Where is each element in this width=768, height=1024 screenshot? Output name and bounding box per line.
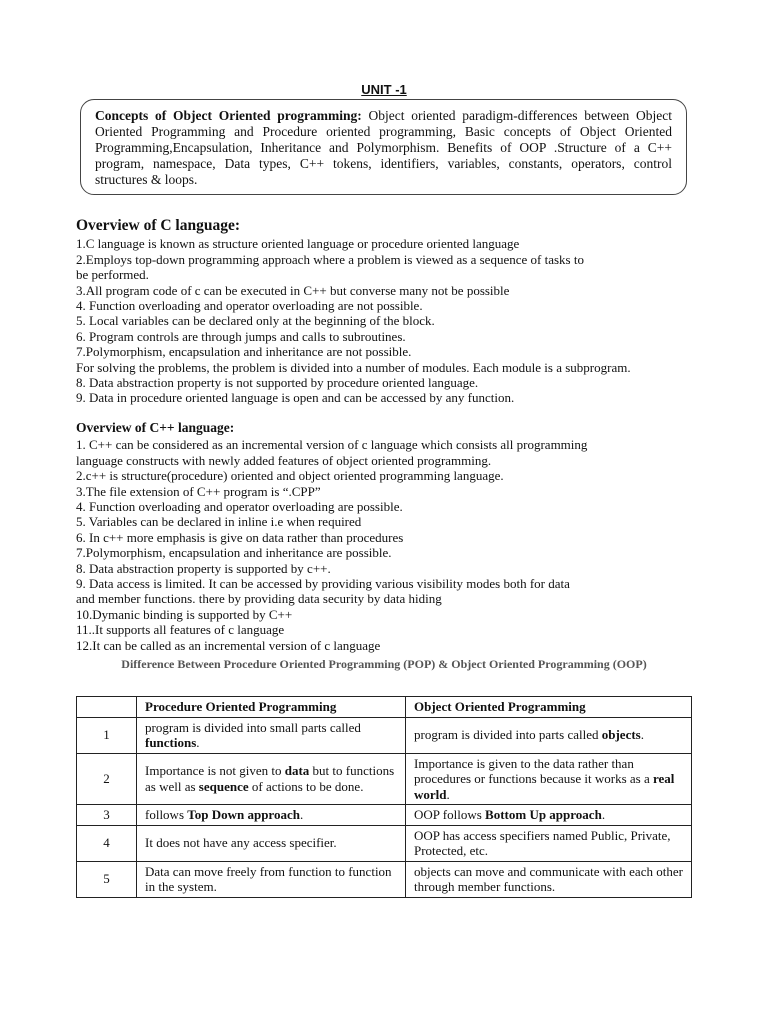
table-header-row [77,697,692,718]
row-number: 1 [77,717,137,753]
cell-text: of actions to be done. [248,778,364,794]
cell-text: objects can move and communicate with each other through member functions. [414,863,683,894]
overview-c-section [76,218,716,406]
cell-text: but to functions as well as [145,763,395,794]
overview-cpp-line: 1. C++ can be considered as an incremental version of c language which consists all programming [76,437,588,453]
header-pop: Procedure Oriented Programming [137,697,406,718]
bold-term: data [284,763,310,779]
cell-text: Data can move freely from function to function in the system. [145,863,392,894]
difference-title: Difference Between Procedure Oriented Programming (POP) & Object Oriented Programming (OOP) [121,657,647,671]
overview-c-line: 4. Function overloading and operator overloading are not possible. [76,298,423,314]
oop-cell [406,861,692,897]
overview-c-line: 3.All program code of c can be executed in C++ but converse many not be possible [76,282,510,298]
pop-cell [137,805,406,826]
syllabus-text: Object oriented paradigm-differences between Object Oriented Programming and Procedure oriented programming, Basic concepts of Object Oriented Programming,Encapsulation, Inheritance and Polymorphism. Benefits of OOP .Structure of a C++ program, namespace, Data types, C++ tokens, identifiers, variables, constants, operators, control structures & loops. [95,108,672,187]
cell-text: Importance is not given to [145,763,285,779]
overview-cpp-line: 9. Data access is limited. It can be accessed by providing various visibility modes both for data [76,576,570,592]
overview-c-lines [76,236,716,405]
row-number: 2 [77,753,137,805]
overview-cpp-lines [76,437,696,653]
cell-text: . [640,727,644,743]
overview-cpp-line: 11..It supports all features of c language [76,622,285,638]
unit-title: UNIT -1 [361,82,407,97]
cell-text: follows [145,807,188,822]
cell-text: OOP has access specifiers named Public, Private, Protected, etc. [414,827,671,858]
overview-cpp-line: 10.Dymanic binding is supported by C++ [76,606,293,622]
overview-cpp-line: and member functions. there by providing data security by data hiding [76,591,442,607]
bold-term: sequence [198,778,249,794]
row-number: 4 [77,825,137,861]
oop-cell [406,753,692,805]
overview-cpp-line: 3.The file extension of C++ program is “.CPP” [76,483,321,499]
bold-term: functions [145,735,197,750]
oop-cell [406,805,692,826]
cell-text: program is divided into parts called [414,727,602,743]
overview-cpp-line: 12.It can be called as an incremental version of c language [76,637,381,653]
overview-c-line: 6. Program controls are through jumps and calls to subroutines. [76,328,406,344]
overview-c-line: be performed. [76,267,149,283]
syllabus-box [80,99,687,195]
cell-text: Importance is given to the data rather than procedures or functions because it works as a [414,755,653,786]
overview-cpp-heading: Overview of C++ language: [76,420,235,435]
overview-cpp-line: 4. Function overloading and operator overloading are possible. [76,499,403,515]
header-num [77,697,137,718]
pop-cell [137,753,406,805]
table-row [77,861,692,897]
cell-text: . [601,807,606,822]
overview-c-line: 2.Employs top-down programming approach where a problem is viewed as a sequence of tasks to [76,251,584,267]
overview-c-line: 9. Data in procedure oriented language is open and can be accessed by any function. [76,390,515,406]
row-number: 5 [77,861,137,897]
comparison-table-body [77,717,692,897]
overview-c-line: 7.Polymorphism, encapsulation and inheritance are not possible. [76,344,412,360]
overview-cpp-line: 8. Data abstraction property is supported by c++. [76,560,331,576]
header-oop: Object Oriented Programming [406,697,692,718]
cell-text: OOP follows [414,807,486,822]
overview-cpp-line: 7.Polymorphism, encapsulation and inheritance are possible. [76,545,392,561]
pop-cell [137,825,406,861]
overview-cpp-section [76,420,696,653]
table-row [77,825,692,861]
syllabus-lead: Concepts of Object Oriented programming: [95,108,362,123]
table-row [77,805,692,826]
comparison-table [76,696,692,898]
overview-c-line: 5. Local variables can be declared only at the beginning of the block. [76,313,435,329]
overview-c-line: 8. Data abstraction property is not supported by procedure oriented language. [76,375,479,391]
row-number: 3 [77,805,137,826]
bold-term: real world [414,771,675,802]
cell-text: program is divided into small parts called [145,719,361,735]
overview-cpp-line: 5. Variables can be declared in inline i.e when required [76,514,362,530]
overview-cpp-line: 6. In c++ more emphasis is give on data rather than procedures [76,529,404,545]
overview-cpp-line: 2.c++ is structure(procedure) oriented and object oriented programming language. [76,468,504,484]
overview-c-line: 1.C language is known as structure oriented language or procedure oriented language [76,236,520,252]
table-row [77,717,692,753]
pop-cell [137,861,406,897]
overview-c-heading: Overview of C language: [76,217,241,234]
overview-c-line: For solving the problems, the problem is divided into a number of modules. Each module is a subprogram. [76,359,631,375]
cell-text: . [196,735,200,750]
bold-term: Bottom Up approach [485,807,602,822]
bold-term: objects [601,727,641,743]
overview-cpp-line: language constructs with newly added features of object oriented programming. [76,452,492,468]
cell-text: . [446,786,450,802]
pop-cell [137,717,406,753]
oop-cell [406,717,692,753]
cell-text: . [299,807,304,822]
oop-cell [406,825,692,861]
cell-text: It does not have any access specifier. [145,835,337,851]
bold-term: Top Down approach [187,807,300,822]
table-row [77,753,692,805]
